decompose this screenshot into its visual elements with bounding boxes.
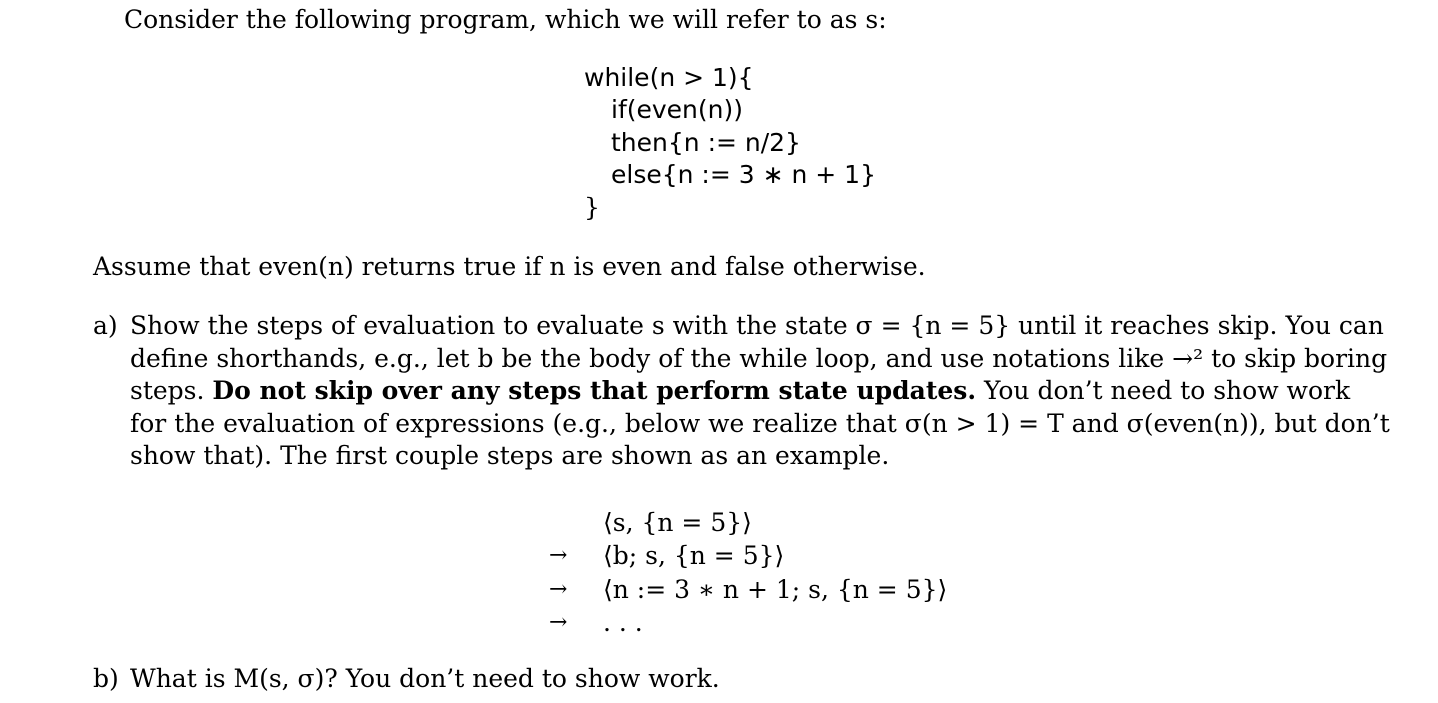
step-arrow-3: → [549, 610, 568, 635]
program-line-else: else{n := 3 ∗ n + 1} [611, 160, 876, 189]
program-line-if: if(even(n)) [611, 95, 744, 124]
part-a-label: a) [93, 311, 118, 340]
part-a-line-3 [130, 375, 1351, 408]
step-expr-0: ⟨s, {n = 5}⟩ [603, 508, 752, 537]
part-a-line-5: show that). The first couple steps are shown as an example. [130, 441, 890, 470]
step-arrow-1: → [549, 543, 568, 568]
step-arrow-2: → [549, 577, 568, 602]
part-a-bold-warning: Do not skip over any steps that perform state updates. [212, 376, 977, 405]
step-expr-1: ⟨b; s, {n = 5}⟩ [603, 541, 785, 570]
part-a-line-3-start: steps. [130, 376, 213, 405]
part-a-line-3-end: You don’t need to show work [976, 376, 1351, 405]
program-line-while: while(n > 1){ [584, 63, 754, 92]
program-line-close-brace: } [584, 193, 600, 222]
intro-text: Consider the following program, which we will refer to as s: [124, 5, 887, 34]
step-expr-3: . . . [603, 608, 643, 637]
assume-text: Assume that even(n) returns true if n is even and false otherwise. [93, 252, 926, 281]
part-a-paragraph [130, 310, 1390, 473]
part-a-line-2: define shorthands, e.g., let b be the body of the while loop, and use notations like →² to skip boring [130, 343, 1388, 373]
step-expr-2: ⟨n := 3 ∗ n + 1; s, {n = 5}⟩ [603, 575, 948, 604]
program-line-then: then{n := n/2} [611, 128, 801, 157]
part-b-label: b) [93, 664, 119, 693]
part-a-line-1: Show the steps of evaluation to evaluate s with the state σ = {n = 5} until it reaches skip. You can [130, 311, 1384, 340]
part-b-text: What is M(s, σ)? You don’t need to show work. [130, 664, 720, 693]
part-a-line-4: for the evaluation of expressions (e.g., below we realize that σ(n > 1) = T and σ(even(n)), but don’t [130, 408, 1390, 438]
